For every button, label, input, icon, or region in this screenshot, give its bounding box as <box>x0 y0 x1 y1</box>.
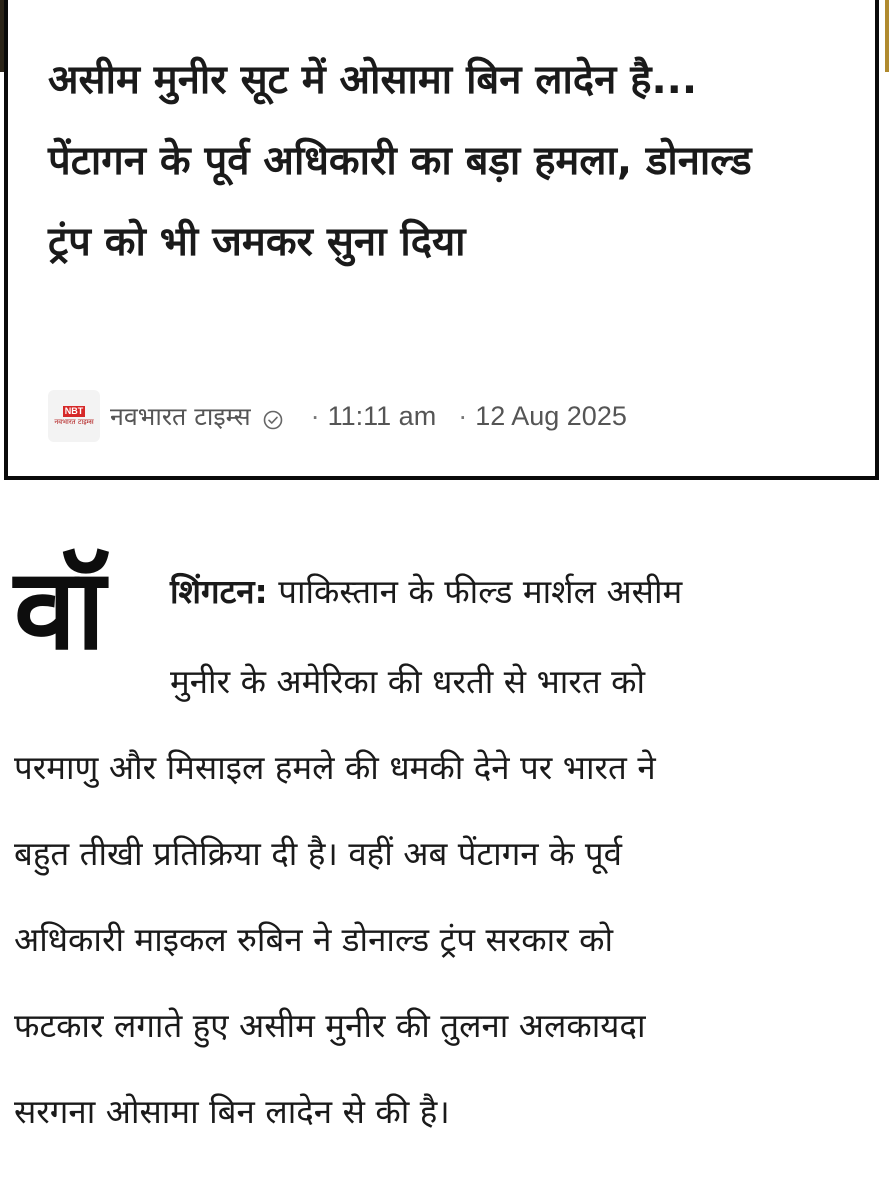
paragraph-line: परमाणु और मिसाइल हमले की धमकी देने पर भारत ने <box>14 748 656 787</box>
paragraph-line: मुनीर के अमेरिका की धरती से भारत को <box>170 662 646 701</box>
verified-check-icon <box>263 406 283 426</box>
separator-dot: · <box>458 400 468 431</box>
paragraph-line <box>170 570 682 614</box>
paragraph-line: बहुत तीखी प्रतिक्रिया दी है। वहीं अब पेंटागन के पूर्व <box>14 834 623 873</box>
logo-mark: NBT <box>64 405 84 416</box>
separator-dot: · <box>310 400 320 431</box>
paragraph-line: फटकार लगाते हुए असीम मुनीर की तुलना अलकायदा <box>14 1006 646 1045</box>
paragraph-line: सरगना ओसामा बिन लादेन से की है। <box>14 1092 450 1131</box>
logo-text: नवभारत टाइम्स <box>54 417 94 426</box>
drop-cap: वॉ <box>14 545 106 675</box>
publisher-logo[interactable] <box>48 390 100 442</box>
article-header-card <box>4 0 879 480</box>
publish-time: 11:11 am <box>327 400 437 431</box>
paragraph-line: अधिकारी माइकल रुबिन ने डोनाल्ड ट्रंप सरकार को <box>14 920 614 959</box>
dateline: शिंगटन: <box>170 572 268 611</box>
headline[interactable]: असीम मुनीर सूट में ओसामा बिन लादेन है... पेंटागन के पूर्व अधिकारी का बड़ा हमला, डोनाल्ड ट्रंप को भी जमकर सुना दिया <box>48 57 752 265</box>
source-name[interactable]: नवभारत टाइम्स <box>110 402 251 431</box>
top-edge-right <box>885 0 889 72</box>
byline <box>48 390 627 442</box>
line-text: पाकिस्तान के फील्ड मार्शल असीम <box>267 572 683 611</box>
publish-date: 12 Aug 2025 <box>475 400 627 431</box>
